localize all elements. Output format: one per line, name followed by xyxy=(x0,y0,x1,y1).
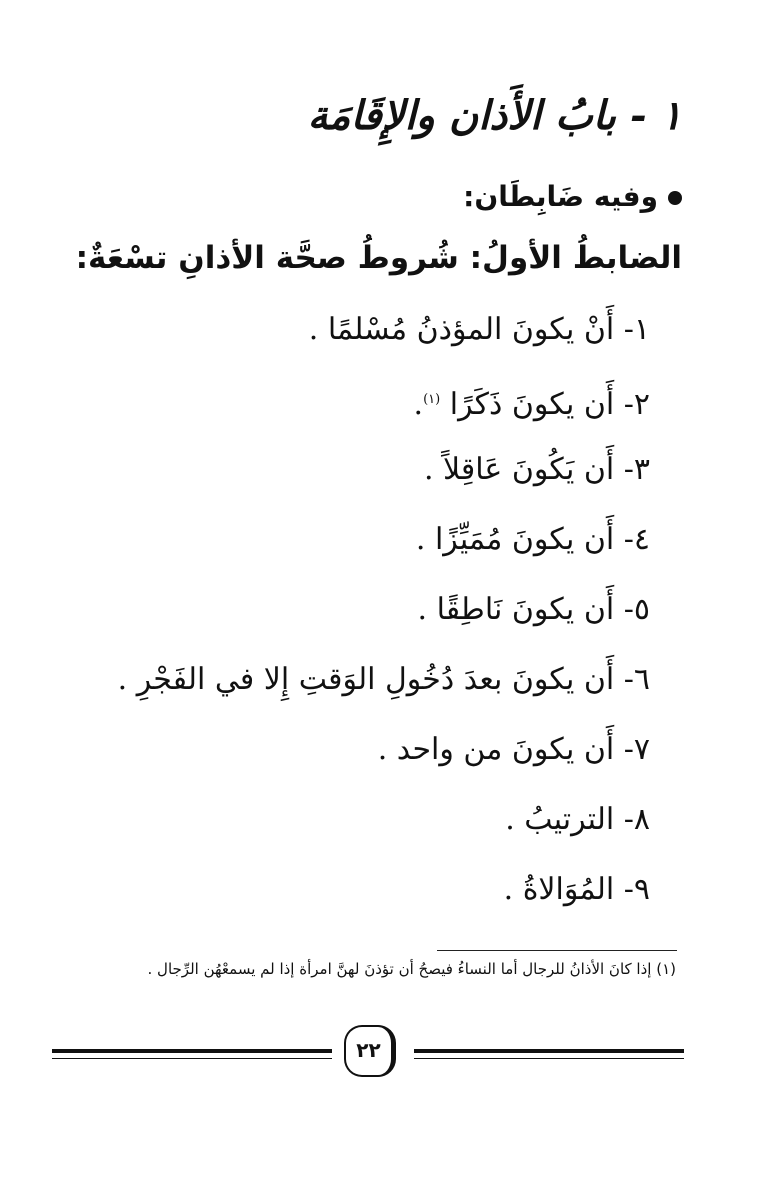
intro-text: وفيه ضَابِطَان: xyxy=(463,180,658,213)
footnote-divider xyxy=(437,950,677,951)
page-number: ٢٢ xyxy=(344,1025,396,1077)
footnote-reference: (١) xyxy=(423,392,441,407)
condition-item: ٣- أَن يَكُونَ عَاقِلاً . xyxy=(423,452,650,487)
bullet-icon xyxy=(668,191,682,205)
page-footer xyxy=(52,1022,684,1082)
footer-rule-right xyxy=(414,1049,684,1059)
condition-item: ١- أَنْ يكونَ المؤذنُ مُسْلمًا . xyxy=(308,312,650,347)
condition-item: ٩- المُوَالاةُ . xyxy=(503,872,650,907)
condition-item: ٢- أَن يكونَ ذَكَرًا $^{(١)}$. xyxy=(413,387,650,422)
section-heading: الضابطُ الأولُ: شُروطُ صحَّة الأذانِ تسْعَةٌ: xyxy=(75,240,682,276)
condition-item: ٨- الترتيبُ . xyxy=(505,802,650,837)
chapter-title: ١ - بابُ الأَذان والإِقَامَة xyxy=(307,92,682,139)
condition-item: ٦- أَن يكونَ بعدَ دُخُولِ الوَقتِ إِلا في الفَجْرِ . xyxy=(117,662,650,697)
footer-rule-left xyxy=(52,1049,332,1059)
condition-item: ٥- أَن يكونَ نَاطِقًا . xyxy=(417,592,650,627)
conditions-list xyxy=(118,305,650,935)
footnote-text: (١) إذا كانَ الأذانُ للرجال أما النساءُ فيصحُ أن تؤذنَ لهنَّ امرأة إذا لم يسمعْهُن الرِّجال . xyxy=(147,960,676,978)
condition-item: ٧- أَن يكونَ من واحد . xyxy=(377,732,650,767)
intro-line xyxy=(463,180,682,213)
condition-item: ٤- أَن يكونَ مُمَيِّزًا . xyxy=(415,522,650,557)
condition-text: ٢- أَن يكونَ ذَكَرًا xyxy=(449,387,650,422)
